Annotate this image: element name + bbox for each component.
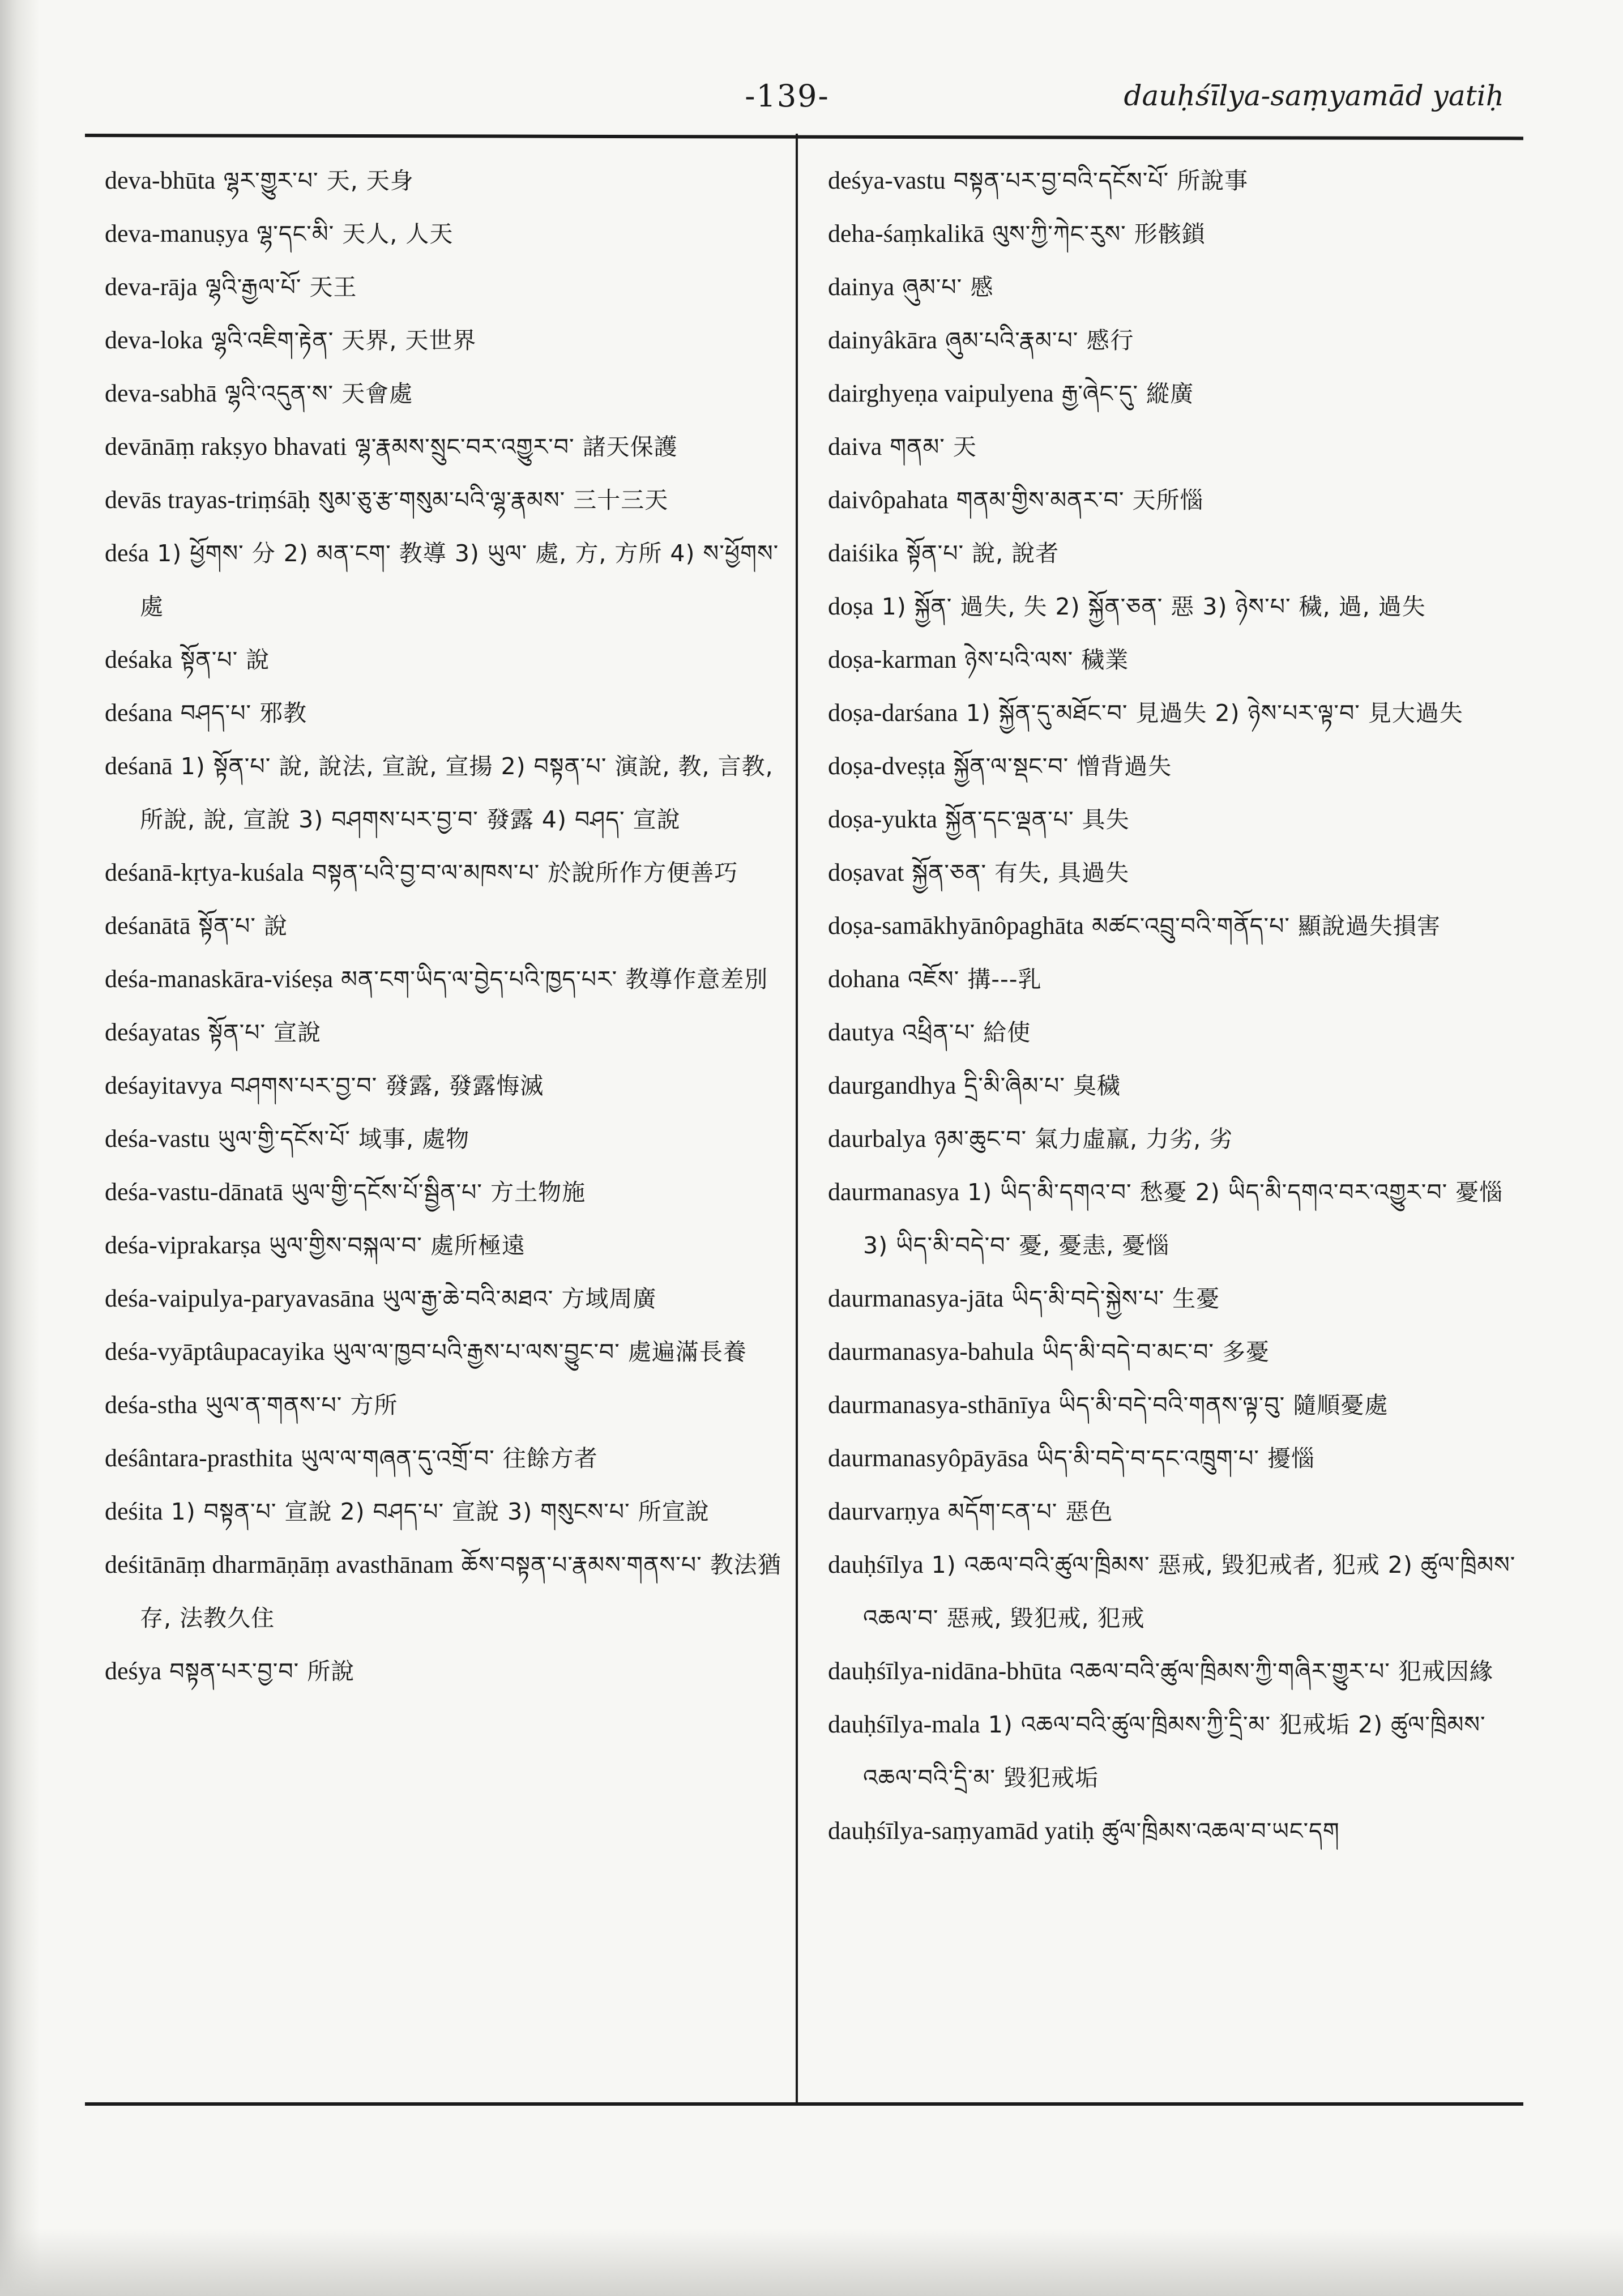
entry-definition: སྟོན་པ་ 說 [198, 912, 288, 940]
dictionary-entry [105, 261, 793, 314]
dictionary-entry [828, 1698, 1516, 1804]
dictionary-entry [828, 154, 1516, 207]
dictionary-entry [105, 1272, 793, 1325]
dictionary-entry [105, 740, 793, 846]
entry-headword: deśanā [105, 752, 173, 780]
dictionary-entry [105, 207, 793, 261]
entry-definition: བཤད་པ་ 邪教 [180, 699, 307, 727]
dictionary-entry [828, 953, 1516, 1006]
entry-definition: ལྷའི་རྒྱལ་པོ་ 天王 [205, 274, 357, 301]
entry-definition: ཞུམ་པའི་རྣམ་པ་ 慼行 [945, 327, 1134, 354]
dictionary-entry [828, 420, 1516, 473]
dictionary-entry [105, 1219, 793, 1272]
entry-definition: བསྟན་པའི་བྱ་བ་ལ་མཁས་པ་ 於說所作方便善巧 [311, 859, 738, 886]
entry-headword: doṣa-yukta [828, 805, 938, 833]
entry-definition: སྟོན་པ་ 說 [180, 646, 270, 673]
dictionary-entry [105, 1325, 793, 1379]
dictionary-entry [828, 314, 1516, 367]
entry-definition: 1) བསྟན་པ་ 宣說 2) བཤད་པ་ 宣說 3) གསུངས་པ་ 所宣說 [170, 1498, 710, 1525]
entry-headword: doṣavat [828, 859, 904, 886]
entry-headword: dautya [828, 1018, 895, 1046]
entry-headword: deva-manuṣya [105, 220, 249, 247]
dictionary-entry [105, 1006, 793, 1059]
entry-headword: doṣa [828, 592, 874, 620]
dictionary-entry [828, 1485, 1516, 1538]
entry-headword: dauḥśīlya-saṃyamād yatiḥ [828, 1817, 1095, 1845]
entry-definition: བསྟན་པར་བྱ་བ་ 所說 [169, 1658, 355, 1685]
entry-headword: daurmanasya [828, 1178, 960, 1206]
entry-definition: གནམ་ 天 [890, 433, 977, 460]
dictionary-entry [105, 953, 793, 1006]
entry-headword: deśanātā [105, 912, 191, 940]
entry-definition: ལྷ་དང་མི་ 天人, 人天 [257, 220, 454, 247]
dictionary-entry [105, 846, 793, 899]
entry-definition: 1) འཆལ་བའི་ཚུལ་ཁྲིམས་ཀྱི་དྲི་མ་ 犯戒垢 2) ཚུལ་ཁྲིམས་འཆལ་བའི་དྲི་མ་ 毀犯戒垢 [863, 1711, 1486, 1791]
entry-definition: ཡུལ་རྒྱ་ཆེ་བའི་མཐའ་ 方域周廣 [382, 1285, 657, 1312]
dictionary-entry [828, 846, 1516, 899]
dictionary-entry [105, 633, 793, 686]
entry-definition: ཡིད་མི་བདེ་བའི་གནས་ལྟ་བུ་ 隨順憂處 [1058, 1392, 1389, 1419]
dictionary-entry [105, 527, 793, 633]
entry-definition: ཡུལ་གྱིས་བསྐལ་བ་ 處所極遠 [269, 1232, 526, 1259]
entry-headword: deva-sabhā [105, 379, 217, 407]
entry-headword: deśya [105, 1657, 162, 1685]
entry-headword: daurvarṇya [828, 1497, 940, 1525]
entry-headword: devās trayas-triṃśāḥ [105, 486, 310, 514]
dictionary-entry [105, 1645, 793, 1698]
entry-definition: ཚུལ་ཁྲིམས་འཆལ་བ་ཡང་དག [1102, 1817, 1340, 1845]
page-number: -139- [745, 78, 830, 114]
entry-headword: dainyâkāra [828, 326, 937, 354]
entry-headword: deśa [105, 539, 150, 567]
dictionary-entry [828, 1272, 1516, 1325]
entry-headword: daiva [828, 433, 882, 460]
scan-shadow-bottom [0, 2228, 1623, 2296]
entry-headword: daivôpahata [828, 486, 949, 514]
dictionary-entry [105, 1059, 793, 1112]
entry-headword: deśya-vastu [828, 167, 946, 194]
dictionary-entry [105, 899, 793, 953]
entry-headword: dainya [828, 273, 895, 301]
entry-definition: ལྷ་རྣམས་སྲུང་བར་འགྱུར་བ་ 諸天保護 [355, 433, 678, 460]
dictionary-entry [828, 899, 1516, 953]
entry-headword: deva-bhūta [105, 167, 216, 194]
entry-definition: 1) སྟོན་པ་ 說, 說法, 宣說, 宣揚 2) བསྟན་པ་ 演說, 教, 言教, 所說, 說, 宣說 3) བཤགས་པར་བྱ་བ་ 發露 4) བཤད་ 宣說 [140, 753, 774, 833]
entry-definition: སུམ་ཅུ་རྩ་གསུམ་པའི་ལྷ་རྣམས་ 三十三天 [318, 486, 669, 514]
entry-definition: ཡུལ་ལ་གཞན་དུ་འགྲོ་བ་ 往餘方者 [301, 1445, 598, 1472]
column-divider [796, 134, 798, 2105]
entry-definition: དྲི་མི་ཞིམ་པ་ 臭穢 [964, 1072, 1121, 1099]
entry-headword: deśita [105, 1497, 163, 1525]
entry-definition: སྐྱོན་ཅན་ 有失, 具過失 [912, 859, 1130, 886]
entry-headword: dauḥśīlya [828, 1551, 924, 1578]
entry-headword: deśa-vastu-dānatā [105, 1178, 284, 1206]
dictionary-entry [828, 793, 1516, 846]
running-head: dauḥśīlya-saṃyamād yatiḥ [1124, 79, 1504, 112]
dictionary-entry [828, 1112, 1516, 1166]
entry-definition: ཆོས་བསྟན་པ་རྣམས་གནས་པ་ 教法猶存, 法教久住 [140, 1551, 781, 1632]
dictionary-entry [105, 473, 793, 527]
entry-headword: daurmanasya-jāta [828, 1284, 1004, 1312]
entry-definition: ཡུལ་གྱི་དངོས་པོ་ 域事, 處物 [217, 1125, 470, 1153]
dictionary-entry [828, 740, 1516, 793]
entry-definition: འཕྲིན་པ་ 給使 [902, 1019, 1031, 1046]
dictionary-entry [828, 1432, 1516, 1485]
entry-definition: ཉམ་ཆུང་བ་ 氣力虛羸, 力劣, 劣 [934, 1125, 1233, 1153]
entry-definition: 1) ཡིད་མི་དགའ་བ་ 愁憂 2) ཡིད་མི་དགའ་བར་འགྱུར་བ་ 憂惱 3) ཡིད་མི་བདེ་བ་ 憂, 憂恚, 憂惱 [863, 1179, 1504, 1259]
dictionary-entry [105, 1379, 793, 1432]
entry-headword: deśa-stha [105, 1391, 198, 1419]
dictionary-entry [828, 1166, 1516, 1272]
dictionary-entry [828, 207, 1516, 261]
entry-headword: deha-śaṃkalikā [828, 220, 985, 247]
dictionary-entry [105, 1485, 793, 1538]
entry-headword: deśitānāṃ dharmāṇāṃ avasthānam [105, 1551, 454, 1578]
dictionary-entry [105, 686, 793, 740]
dictionary-entry [105, 1538, 793, 1645]
dictionary-entry [828, 1538, 1516, 1645]
dictionary-entry [105, 154, 793, 207]
dictionary-entry [105, 314, 793, 367]
entry-headword: dauḥśīlya-nidāna-bhūta [828, 1657, 1062, 1685]
entry-headword: deśa-vaipulya-paryavasāna [105, 1284, 375, 1312]
entry-definition: ཡིད་མི་བདེ་སྐྱེས་པ་ 生憂 [1011, 1285, 1220, 1312]
entry-definition: ལུས་ཀྱི་ཀེང་རུས་ 形骸鎖 [992, 220, 1206, 247]
entry-definition: 1) སྐྱོན་དུ་མཐོང་བ་ 見過失 2) ཉེས་པར་ལྟ་བ་ 見大過失 [966, 699, 1463, 727]
entry-definition: རྒྱ་ཞེང་དུ་ 縱廣 [1061, 380, 1194, 407]
entry-definition: 1) འཆལ་བའི་ཚུལ་ཁྲིམས་ 惡戒, 毀犯戒者, 犯戒 2) ཚུལ་ཁྲིམས་འཆལ་བ་ 惡戒, 毀犯戒, 犯戒 [863, 1551, 1516, 1632]
entry-definition: ལྷར་གྱུར་པ་ 天, 天身 [223, 167, 414, 194]
entry-headword: dauḥśīlya-mala [828, 1710, 980, 1738]
entry-definition: བསྟན་པར་བྱ་བའི་དངོས་པོ་ 所說事 [953, 167, 1249, 194]
entry-headword: doṣa-darśana [828, 699, 958, 727]
dictionary-entry [828, 1645, 1516, 1698]
entry-definition: བཤགས་པར་བྱ་བ་ 發露, 發露悔滅 [230, 1072, 544, 1099]
entry-headword: deśayitavya [105, 1072, 223, 1099]
dictionary-entry [828, 1325, 1516, 1379]
entry-headword: daurmanasya-bahula [828, 1338, 1035, 1365]
entry-headword: dairghyeṇa vaipulyena [828, 379, 1054, 407]
entry-headword: dohana [828, 965, 900, 993]
dictionary-entry [105, 420, 793, 473]
bottom-rule [85, 2102, 1523, 2106]
entry-headword: daurmanasya-sthānīya [828, 1391, 1051, 1419]
entry-headword: devānāṃ rakṣyo bhavati [105, 433, 347, 460]
entry-definition: ཡིད་མི་བདེ་བ་དང་འཁྲུག་པ་ 擾惱 [1036, 1445, 1316, 1472]
dictionary-entry [105, 1166, 793, 1219]
entry-headword: doṣa-dveṣṭa [828, 752, 946, 780]
entry-headword: daurgandhya [828, 1072, 956, 1099]
entry-definition: ཞུམ་པ་ 慼 [902, 274, 994, 301]
entry-headword: deśana [105, 699, 173, 727]
entry-definition: ཡུལ་གྱི་དངོས་པོ་སྦྱིན་པ་ 方土物施 [291, 1179, 586, 1206]
entry-headword: deśa-vyāptâupacayika [105, 1338, 325, 1365]
entry-headword: deśayatas [105, 1018, 200, 1046]
dictionary-entry [105, 1432, 793, 1485]
entry-definition: ལྷའི་འདུན་ས་ 天會處 [224, 380, 413, 407]
entry-headword: deśântara-prasthita [105, 1444, 293, 1472]
entry-headword: deśa-manaskāra-viśeṣa [105, 965, 334, 993]
dictionary-entry [828, 580, 1516, 633]
entry-definition: ཉེས་པའི་ལས་ 穢業 [964, 646, 1129, 673]
entry-headword: doṣa-samākhyānôpaghāta [828, 912, 1084, 940]
dictionary-entry [828, 1379, 1516, 1432]
entry-definition: ཡུལ་ལ་ཁྱབ་པའི་རྒྱས་པ་ལས་བྱུང་བ་ 處遍滿長養 [332, 1338, 747, 1365]
entry-definition: འཇོས་ 搆---乳 [908, 966, 1042, 993]
dictionary-entry [828, 473, 1516, 527]
entry-definition: སྐྱོན་དང་ལྡན་པ་ 具失 [945, 806, 1130, 833]
entry-headword: daurmanasyôpāyāsa [828, 1444, 1029, 1472]
entry-definition: འཆལ་བའི་ཚུལ་ཁྲིམས་ཀྱི་གཞིར་གྱུར་པ་ 犯戒因緣 [1069, 1658, 1493, 1685]
entry-definition: མན་ངག་ཡིད་ལ་བྱེད་པའི་ཁྱད་པར་ 教導作意差別 [341, 966, 768, 993]
entry-definition: 1) སྐྱོན་ 過失, 失 2) སྐྱོན་ཅན་ 惡 3) ཉེས་པ་ 穢, 過, 過失 [881, 593, 1426, 620]
top-rule [85, 134, 1523, 140]
dictionary-entry [828, 527, 1516, 580]
entry-definition: ཡུལ་ན་གནས་པ་ 方所 [205, 1392, 398, 1419]
entry-definition: སྟོན་པ་ 說, 說者 [906, 540, 1060, 567]
entry-definition: ཡིད་མི་བདེ་བ་མང་བ་ 多憂 [1042, 1338, 1270, 1365]
dictionary-entry [828, 261, 1516, 314]
entry-definition: སྐྱོན་ལ་སྡང་བ་ 憎背過失 [953, 753, 1172, 780]
entry-headword: daiśika [828, 539, 899, 567]
right-column [828, 154, 1516, 1858]
entry-definition: མདོག་ངན་པ་ 惡色 [947, 1498, 1113, 1525]
entry-headword: deśanā-kṛtya-kuśala [105, 859, 304, 886]
entry-headword: deśaka [105, 646, 173, 673]
entry-definition: ལྷའི་འཇིག་རྟེན་ 天界, 天世界 [211, 327, 477, 354]
entry-headword: deva-rāja [105, 273, 198, 301]
dictionary-entry [828, 633, 1516, 686]
entry-headword: deśa-vastu [105, 1125, 210, 1153]
entry-definition: མཚང་འབྲུ་བའི་གནོད་པ་ 顯說過失損害 [1092, 912, 1441, 940]
left-column [105, 154, 793, 1698]
entry-definition: 1) ཕྱོགས་ 分 2) མན་ངག་ 教導 3) ཡུལ་ 處, 方, 方所 4) ས་ཕྱོགས་ 處 [140, 540, 779, 620]
dictionary-entry [828, 1059, 1516, 1112]
entry-headword: doṣa-karman [828, 646, 957, 673]
dictionary-entry [828, 1804, 1516, 1858]
entry-headword: deva-loka [105, 326, 203, 354]
dictionary-entry [828, 686, 1516, 740]
entry-headword: deśa-viprakarṣa [105, 1231, 262, 1259]
dictionary-entry [828, 1006, 1516, 1059]
dictionary-entry [828, 367, 1516, 420]
dictionary-entry [105, 1112, 793, 1166]
entry-headword: daurbalya [828, 1125, 926, 1153]
entry-definition: སྟོན་པ་ 宣說 [208, 1019, 322, 1046]
dictionary-entry [105, 367, 793, 420]
entry-definition: གནམ་གྱིས་མནར་བ་ 天所惱 [956, 486, 1204, 514]
scan-shadow-left [0, 0, 40, 2296]
